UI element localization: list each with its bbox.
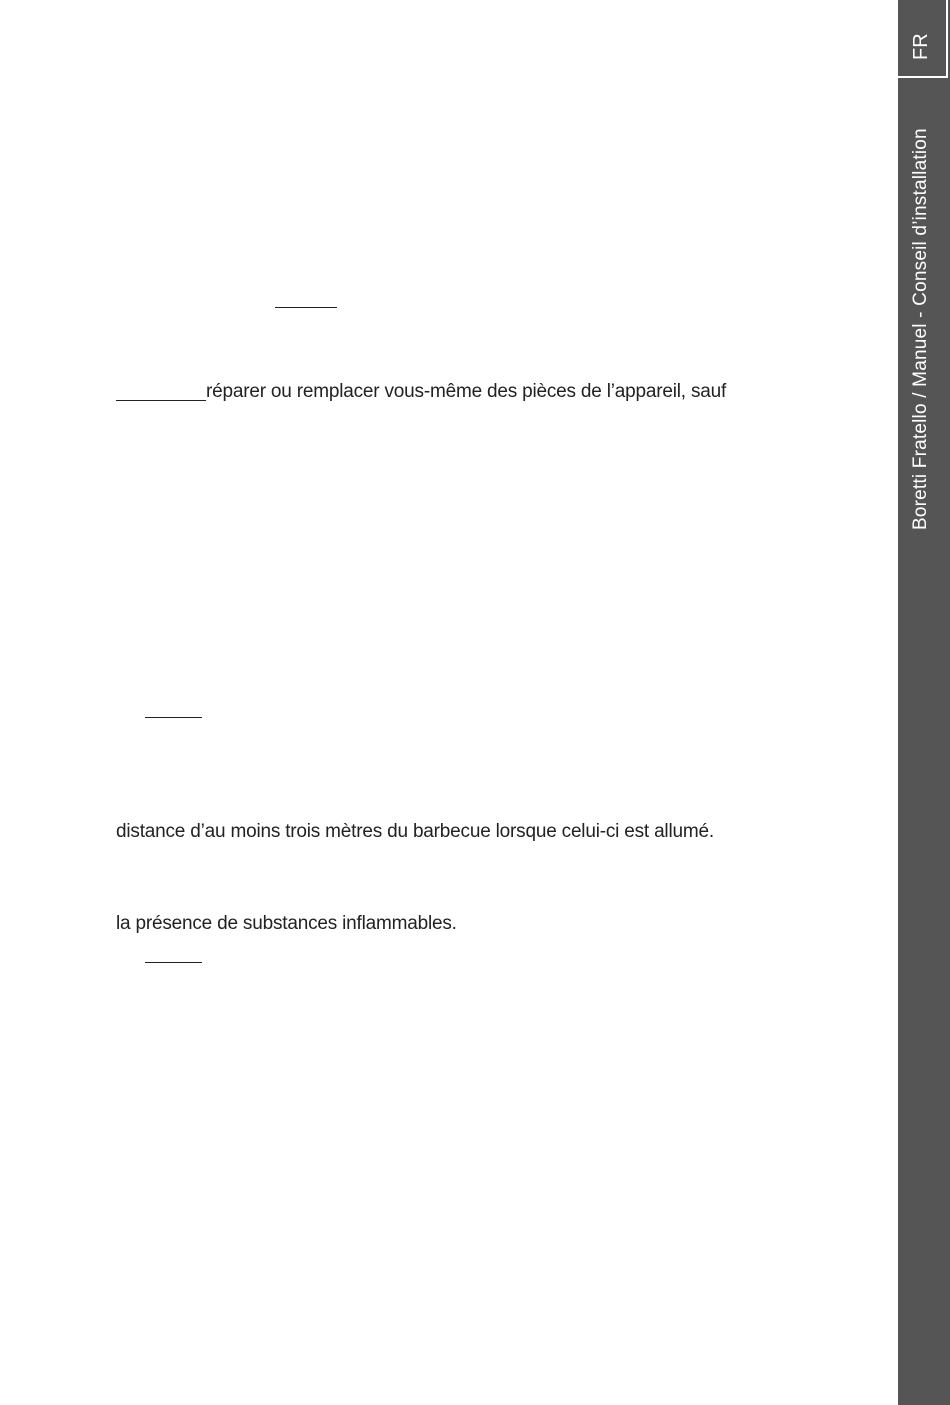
body-text-line-3: la présence de substances inflammables. bbox=[116, 913, 457, 934]
underline-rule-2 bbox=[116, 400, 206, 401]
language-tab-divider bbox=[898, 76, 946, 78]
body-text-line-1: réparer ou remplacer vous-même des pièces de l’appareil, sauf bbox=[206, 381, 727, 402]
language-tab-border bbox=[946, 0, 948, 78]
underline-rule-4 bbox=[145, 962, 202, 963]
body-text-line-2: distance d’au moins trois mètres du barbecue lorsque celui-ci est allumé. bbox=[116, 821, 714, 842]
language-tab bbox=[898, 0, 950, 76]
underline-rule-1 bbox=[275, 307, 337, 308]
underline-rule-3 bbox=[145, 717, 202, 718]
manual-title: Boretti Fratello / Manuel - Conseil d’installation bbox=[910, 128, 931, 530]
language-label: FR bbox=[910, 33, 932, 60]
side-tab bbox=[898, 0, 950, 1405]
